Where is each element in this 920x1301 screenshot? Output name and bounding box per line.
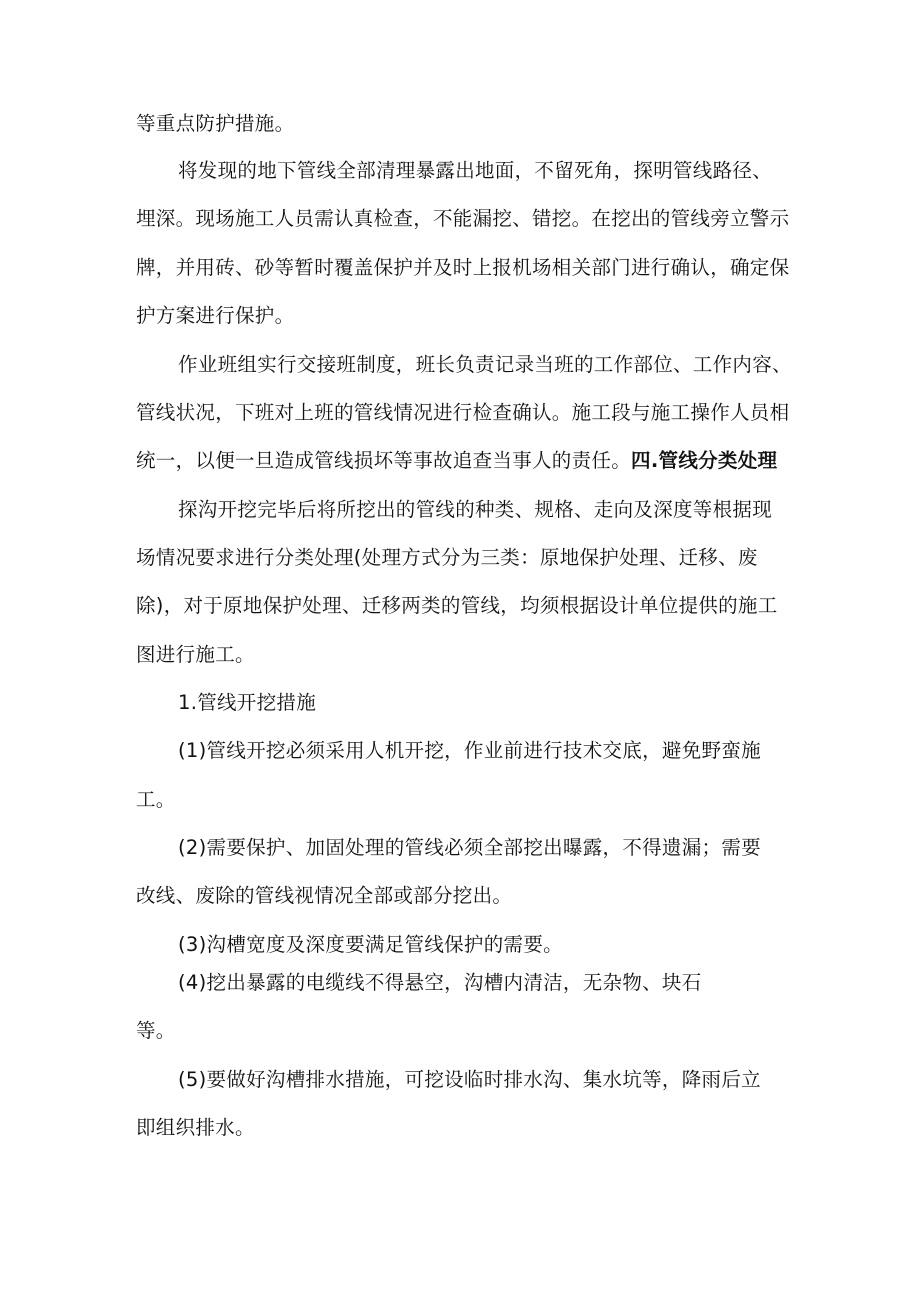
paragraph-line: 探沟开挖完毕后将所挖出的管线的种类、规格、走向及深度等根据现 xyxy=(178,498,773,521)
list-item-line: (5)要做好沟槽排水措施，可挖设临时排水沟、集水坑等，降雨后立 xyxy=(178,1068,761,1091)
paragraph-line: 作业班组实行交接班制度，班长负责记录当班的工作部位、工作内容、 xyxy=(178,353,792,376)
paragraph-line xyxy=(136,448,777,474)
paragraph-line: 牌，并用砖、砂等暂时覆盖保护并及时上报机场相关部门进行确认，确定保 xyxy=(136,256,790,279)
paragraph-line: 等重点防护措施。 xyxy=(136,112,295,135)
section-heading: 四.管线分类处理 xyxy=(631,449,778,472)
paragraph-line: 护方案进行保护。 xyxy=(136,304,295,327)
list-item-line: 等。 xyxy=(136,1019,176,1042)
list-item-line: (4)挖出暴露的电缆线不得悬空，沟槽内清洁，无杂物、块石 xyxy=(178,971,702,994)
paragraph-line: 图进行施工。 xyxy=(136,643,255,666)
paragraph-line: 埋深。现场施工人员需认真检查，不能漏挖、错挖。在挖出的管线旁立警示 xyxy=(136,207,790,230)
list-item-line: 改线、废除的管线视情况全部或部分挖出。 xyxy=(136,884,513,907)
paragraph-text: 统一，以便一旦造成管线损坏等事故追查当事人的责任。 xyxy=(136,449,632,472)
list-item-line: (3)沟槽宽度及深度要满足管线保护的需要。 xyxy=(178,933,563,956)
list-item-line: 即组织排水。 xyxy=(136,1116,255,1139)
list-item-line: (2)需要保护、加固处理的管线必须全部挖出曝露，不得遗漏；需要 xyxy=(178,836,761,859)
paragraph-line: 场情况要求进行分类处理(处理方式分为三类：原地保护处理、迁移、废 xyxy=(136,546,758,569)
paragraph-line: 管线状况，下班对上班的管线情况进行检查确认。施工段与施工操作人员相 xyxy=(136,401,790,424)
subheading: 1.管线开挖措施 xyxy=(178,691,317,714)
paragraph-line: 除)，对于原地保护处理、迁移两类的管线，均须根据设计单位提供的施工 xyxy=(136,594,778,617)
list-item-line: (1)管线开挖必须采用人机开挖，作业前进行技术交底，避免野蛮施 xyxy=(178,739,761,762)
list-item-line: 工。 xyxy=(136,788,176,811)
paragraph-line: 将发现的地下管线全部清理暴露出地面，不留死角，探明管线路径、 xyxy=(178,159,773,182)
